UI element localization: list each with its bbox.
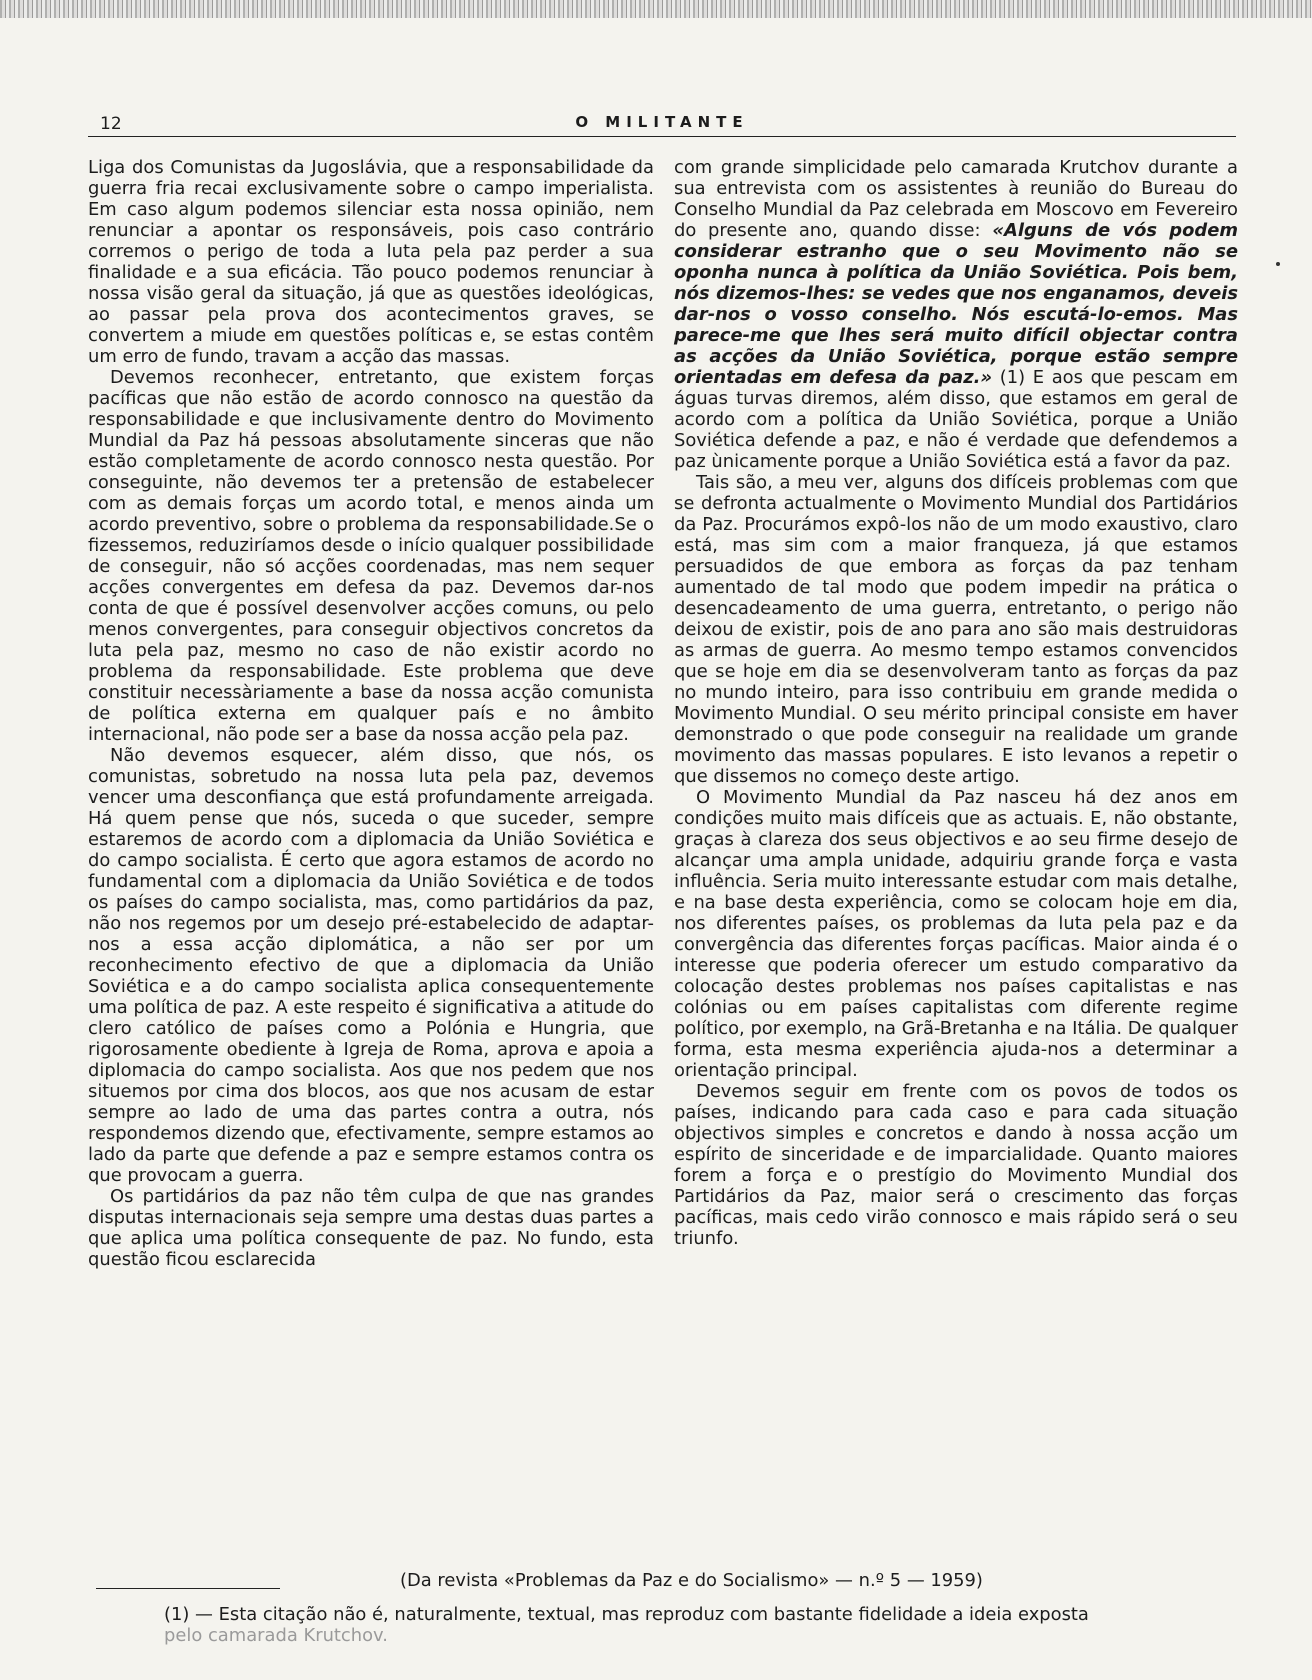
- paragraph: Não devemos esquecer, além disso, que nós, os comunistas, sobretudo na nossa luta pela paz, devemos vencer uma desconfiança que está profundamente arreigada. Há quem pense que nós, suceda o que suceder, sempre estaremos de acordo com a diplomacia da União Soviética e do campo socialista. É certo que agora estamos de acordo no fundamental com a diplomacia da União Soviética e de todos os países do campo socialista, mas, como partidários da paz, não nos regemos por um desejo pré-estabelecido de adaptar-nos a essa acção diplomática, a não ser por um reconhecimento efectivo de que a diplomacia da União Soviética e a do campo socialista aplica consequentemente uma política de paz. A este respeito é significativa a atitude do clero católico de países como a Polónia e Hungria, que rigorosamente obediente à Igreja de Roma, aprova e apoia a diplomacia do campo socialista. Aos que nos pedem que nos situemos por cima dos blocos, aos que nos acusam de estar sempre ao lado de uma das partes contra a outra, nós respondemos dizendo que, efectivamente, sempre estamos ao lado da parte que defende a paz e sempre estamos contra os que provocam a guerra.: [88, 745, 654, 1186]
- right-column: [674, 157, 1238, 1249]
- paragraph: Devemos seguir em frente com os povos de todos os países, indicando para cada caso e para cada situação objectivos simples e concretos e dando à nossa acção um espírito de sinceridade e de imparcialidade. Quanto maiores forem a força e o prestígio do Movimento Mundial dos Partidários da Paz, maior será o crescimento das forças pacíficas, mais cedo virão connosco e mais rápido será o seu triunfo.: [674, 1081, 1238, 1249]
- paragraph: Liga dos Comunistas da Jugoslávia, que a responsabilidade da guerra fria recai exclusivamente sobre o campo imperialista. Em caso algum podemos silenciar esta nossa opinião, nem renunciar a apontar os responsáveis, pois caso contrário corremos o perigo de toda a luta pela paz perder a sua finalidade e a sua eficácia. Tão pouco podemos renunciar à nossa visão geral da situação, já que as questões ideológicas, ao passar pela prova dos acontecimentos graves, se convertem a miude em questões políticas e, se estas contêm um erro de fundo, travam a acção das massas.: [88, 157, 654, 367]
- paragraph: [674, 157, 1238, 472]
- journal-title: O MILITANTE: [575, 113, 749, 131]
- paragraph-lead: com grande simplicidade pelo camarada Krutchov durante a sua entrevista com os assistentes à reunião do Bureau do Conselho Mundial da Paz celebrada em Moscovo em Fevereiro do presente ano, quando disse:: [674, 157, 1238, 241]
- footnote-text: (1) — Esta citação não é, naturalmente, textual, mas reproduz com bastante fidelidade a ideia exposta: [164, 1604, 1089, 1625]
- krutchov-quote: «Alguns de vós podem considerar estranho que o seu Movimento não se oponha nunca à política da União Soviética. Pois bem, nós dizemos-lhes: se vedes que nos enganamos, deveis dar-nos o vosso conselho. Nós escutá-lo-emos. Mas parece-me que lhes será muito difícil objectar contra as acções da União Soviética, porque estão sempre orientadas em defesa da paz.»: [674, 220, 1238, 388]
- scan-edge-noise: [0, 0, 1312, 18]
- left-column: [88, 157, 654, 1270]
- paragraph: Os partidários da paz não têm culpa de que nas grandes disputas internacionais seja sempre uma destas duas partes a que aplica uma política consequente de paz. No fundo, esta questão ficou esclarecida: [88, 1186, 654, 1270]
- ink-speck: [1276, 262, 1280, 266]
- paragraph-tail: (1) E aos que pescam em águas turvas diremos, além disso, que estamos em geral de acordo com a política da União Soviética, porque a União Soviética defende a paz, e não é verdade que defendemos a paz ùnicamente porque a União Soviética está a favor da paz.: [674, 367, 1238, 472]
- paragraph: O Movimento Mundial da Paz nasceu há dez anos em condições muito mais difíceis que as actuais. E, não obstante, graças à clareza dos seus objectivos e ao seu firme desejo de alcançar uma ampla unidade, adquiriu grande força e vasta influência. Seria muito interessante estudar com mais detalhe, e na base desta experiência, como se colocam hoje em dia, nos diferentes países, os problemas da luta pela paz e da convergência das diferentes forças pacíficas. Maior ainda é o interesse que poderia oferecer um estudo comparativo da colocação destes problemas nos países capitalistas e nas colónias ou em países capitalistas com diferente regime político, por exemplo, na Grã-Bretanha e na Itália. De qualquer forma, esta mesma experiência ajuda-nos a determinar a orientação principal.: [674, 787, 1238, 1081]
- footnote-continuation: pelo camarada Krutchov.: [164, 1625, 388, 1646]
- page-header: [88, 114, 1236, 137]
- page-number: 12: [100, 114, 122, 134]
- paragraph: Devemos reconhecer, entretanto, que existem forças pacíficas que não estão de acordo connosco na questão da responsabilidade e que inclusivamente dentro do Movimento Mundial da Paz há pessoas absolutamente sinceras que não estão completamente de acordo connosco nesta questão. Por conseguinte, não devemos ter a pretensão de estabelecer com as demais forças um acordo total, e menos ainda um acordo preventivo, sobre o problema da responsabilidade.Se o fizessemos, reduziríamos desde o início qualquer possibilidade de conseguir, não só acções coordenadas, mas nem sequer acções convergentes em defesa da paz. Devemos dar-nos conta de que é possível desenvolver acções comuns, ou pelo menos convergentes, para conseguir objectivos concretos da luta pela paz, mesmo no caso de não existir acordo no problema da responsabilidade. Este problema que deve constituir necessàriamente a base da nossa acção comunista de política externa em qualquer país e no âmbito internacional, não pode ser a base da nossa acção pela paz.: [88, 367, 654, 745]
- footnote-divider: [96, 1588, 280, 1589]
- source-note: (Da revista «Problemas da Paz e do Socialismo» — n.º 5 — 1959): [400, 1570, 983, 1591]
- footnote: [164, 1604, 1246, 1646]
- paragraph: Tais são, a meu ver, alguns dos difíceis problemas com que se defronta actualmente o Movimento Mundial dos Partidários da Paz. Procurámos expô-los não de um modo exaustivo, claro está, mas sim com a maior franqueza, já que estamos persuadidos de que embora as forças da paz tenham aumentado de tal modo que podem impedir na prática o desencadeamento de uma guerra, entretanto, o perigo não deixou de existir, pois de ano para ano são mais destruidoras as armas de guerra. Ao mesmo tempo estamos convencidos que se hoje em dia se desenvolveram tanto as forças da paz no mundo inteiro, para isso contribuiu em grande medida o Movimento Mundial. O seu mérito principal consiste em haver demonstrado o que pode conseguir na realidade um grande movimento das massas populares. E isto levanos a repetir o que dissemos no começo deste artigo.: [674, 472, 1238, 787]
